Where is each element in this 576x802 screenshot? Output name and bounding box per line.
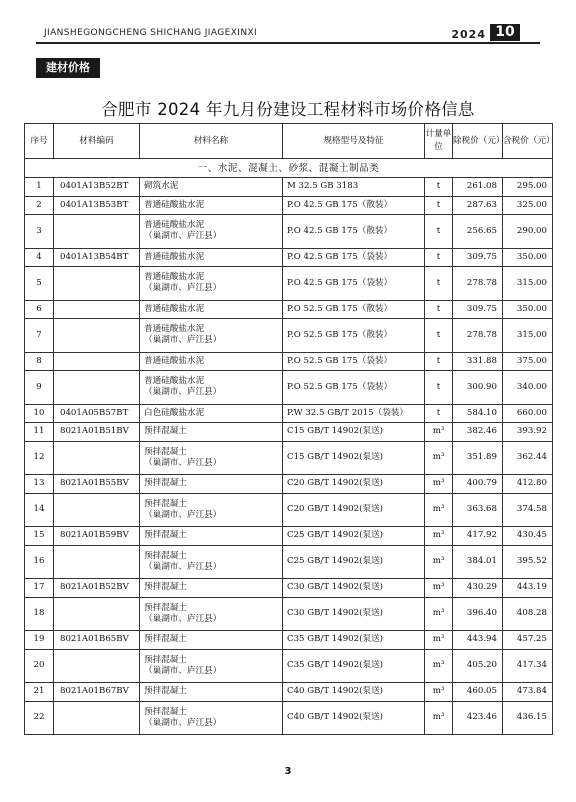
table-row xyxy=(25,701,553,735)
material-name-text: 普通硅酸盐水泥 xyxy=(144,199,205,210)
price-in-tax: 457.25 xyxy=(503,631,553,650)
material-spec: P.O 42.5 GB 175（袋装） xyxy=(283,248,425,267)
material-name-text: 预拌混凝土 xyxy=(144,686,187,697)
table-row xyxy=(25,493,553,527)
row-number: 11 xyxy=(25,423,54,442)
material-spec: P.W 32.5 GB/T 2015（袋装） xyxy=(283,404,425,423)
material-spec: C20 GB/T 14902(泵送) xyxy=(283,475,425,494)
price-in-tax: 315.00 xyxy=(503,267,553,301)
material-name-text: 普通硅酸盐水泥 xyxy=(144,272,205,283)
header-name: 材料名称 xyxy=(140,124,283,159)
header-price-ex-tax: 除税价（元） xyxy=(453,124,503,159)
material-spec: P.O 52.5 GB 175（散装） xyxy=(283,319,425,353)
material-code xyxy=(54,597,140,631)
material-name xyxy=(140,248,283,267)
row-number: 9 xyxy=(25,371,54,405)
table-row xyxy=(25,196,553,215)
price-in-tax: 443.19 xyxy=(503,579,553,598)
unit: m³ xyxy=(425,579,453,598)
unit: t xyxy=(425,319,453,353)
price-ex-tax: 351.89 xyxy=(453,441,503,475)
price-in-tax: 315.00 xyxy=(503,319,553,353)
material-region-text: （巢湖市、庐江县） xyxy=(144,283,222,294)
material-code xyxy=(54,267,140,301)
unit: t xyxy=(425,267,453,301)
material-region-text: （巢湖市、庐江县） xyxy=(144,561,222,572)
price-in-tax: 408.28 xyxy=(503,597,553,631)
price-ex-tax: 417.92 xyxy=(453,527,503,546)
unit: m³ xyxy=(425,649,453,683)
material-code xyxy=(54,441,140,475)
unit: m³ xyxy=(425,475,453,494)
material-name xyxy=(140,527,283,546)
material-code: 8021A01B67BV xyxy=(54,683,140,702)
price-in-tax: 350.00 xyxy=(503,248,553,267)
table-row xyxy=(25,597,553,631)
row-number: 13 xyxy=(25,475,54,494)
row-number: 1 xyxy=(25,178,54,197)
price-ex-tax: 405.20 xyxy=(453,649,503,683)
material-name-text: 砌筑水泥 xyxy=(144,181,179,192)
row-number: 15 xyxy=(25,527,54,546)
price-ex-tax: 382.46 xyxy=(453,423,503,442)
issue-number-badge: 10 xyxy=(490,24,520,41)
material-name xyxy=(140,579,283,598)
material-name-text: 普通硅酸盐水泥 xyxy=(144,220,205,231)
material-spec: P.O 42.5 GB 175（散装） xyxy=(283,215,425,249)
row-number: 8 xyxy=(25,352,54,371)
price-in-tax: 375.00 xyxy=(503,352,553,371)
table-row xyxy=(25,352,553,371)
unit: m³ xyxy=(425,527,453,546)
material-name-text: 预拌混凝土 xyxy=(144,634,187,645)
table-row xyxy=(25,319,553,353)
table-row xyxy=(25,404,553,423)
header-unit: 计量单位 xyxy=(425,124,453,159)
table-row xyxy=(25,371,553,405)
price-in-tax: 436.15 xyxy=(503,701,553,735)
material-name xyxy=(140,597,283,631)
table-header-row xyxy=(25,124,553,159)
price-ex-tax: 584.10 xyxy=(453,404,503,423)
row-number: 16 xyxy=(25,545,54,579)
unit: t xyxy=(425,215,453,249)
material-name xyxy=(140,319,283,353)
material-name-text: 白色硅酸盐水泥 xyxy=(144,407,205,418)
row-number: 2 xyxy=(25,196,54,215)
price-ex-tax: 287.63 xyxy=(453,196,503,215)
material-name-text: 预拌混凝土 xyxy=(144,706,187,717)
material-name xyxy=(140,649,283,683)
table-row xyxy=(25,267,553,301)
material-name xyxy=(140,441,283,475)
material-spec: C40 GB/T 14902(泵送) xyxy=(283,701,425,735)
price-in-tax: 325.00 xyxy=(503,196,553,215)
material-name xyxy=(140,701,283,735)
price-in-tax: 295.00 xyxy=(503,178,553,197)
material-code xyxy=(54,701,140,735)
material-code xyxy=(54,649,140,683)
material-name xyxy=(140,215,283,249)
table-row xyxy=(25,215,553,249)
material-name-text: 预拌混凝土 xyxy=(144,550,187,561)
material-name-text: 预拌混凝土 xyxy=(144,446,187,457)
material-spec: C35 GB/T 14902(泵送) xyxy=(283,649,425,683)
price-ex-tax: 400.79 xyxy=(453,475,503,494)
table-row xyxy=(25,423,553,442)
row-number: 17 xyxy=(25,579,54,598)
unit: m³ xyxy=(425,631,453,650)
header-price-in-tax: 含税价（元） xyxy=(503,124,553,159)
material-code: 0401A13B52BT xyxy=(54,178,140,197)
material-name xyxy=(140,196,283,215)
material-region-text: （巢湖市、庐江县） xyxy=(144,665,222,676)
row-number: 18 xyxy=(25,597,54,631)
material-name-text: 普通硅酸盐水泥 xyxy=(144,355,205,366)
unit: t xyxy=(425,371,453,405)
page-number: 3 xyxy=(284,766,292,777)
unit: t xyxy=(425,300,453,319)
table-row xyxy=(25,527,553,546)
material-code: 8021A01B52BV xyxy=(54,579,140,598)
table-row xyxy=(25,475,553,494)
price-in-tax: 660.00 xyxy=(503,404,553,423)
table-row xyxy=(25,649,553,683)
price-table xyxy=(24,123,553,735)
row-number: 21 xyxy=(25,683,54,702)
material-name xyxy=(140,545,283,579)
material-spec: C25 GB/T 14902(泵送) xyxy=(283,545,425,579)
material-spec: C35 GB/T 14902(泵送) xyxy=(283,631,425,650)
material-spec: C20 GB/T 14902(泵送) xyxy=(283,493,425,527)
price-ex-tax: 300.90 xyxy=(453,371,503,405)
material-name-text: 预拌混凝土 xyxy=(144,582,187,593)
price-ex-tax: 363.68 xyxy=(453,493,503,527)
material-region-text: （巢湖市、庐江县） xyxy=(144,231,222,242)
unit: m³ xyxy=(425,493,453,527)
material-spec: C30 GB/T 14902(泵送) xyxy=(283,597,425,631)
row-number: 7 xyxy=(25,319,54,353)
material-spec: P.O 42.5 GB 175（散装） xyxy=(283,196,425,215)
running-header xyxy=(36,24,540,44)
row-number: 5 xyxy=(25,267,54,301)
price-ex-tax: 309.75 xyxy=(453,248,503,267)
header-rule xyxy=(36,42,540,44)
material-name xyxy=(140,475,283,494)
table-row xyxy=(25,631,553,650)
price-in-tax: 362.44 xyxy=(503,441,553,475)
material-code: 0401A13B54BT xyxy=(54,248,140,267)
material-name xyxy=(140,404,283,423)
material-spec: C30 GB/T 14902(泵送) xyxy=(283,579,425,598)
material-spec: P.O 42.5 GB 175（袋装） xyxy=(283,267,425,301)
material-name xyxy=(140,178,283,197)
unit: t xyxy=(425,248,453,267)
header-no: 序号 xyxy=(25,124,54,159)
unit: t xyxy=(425,178,453,197)
table-row xyxy=(25,683,553,702)
price-ex-tax: 278.78 xyxy=(453,267,503,301)
material-name-text: 预拌混凝土 xyxy=(144,602,187,613)
unit: m³ xyxy=(425,683,453,702)
material-name-text: 普通硅酸盐水泥 xyxy=(144,251,205,262)
price-in-tax: 430.45 xyxy=(503,527,553,546)
material-name-text: 预拌混凝土 xyxy=(144,426,187,437)
row-number: 22 xyxy=(25,701,54,735)
material-spec: M 32.5 GB 3183 xyxy=(283,178,425,197)
material-code xyxy=(54,545,140,579)
material-region-text: （巢湖市、庐江县） xyxy=(144,613,222,624)
price-ex-tax: 430.29 xyxy=(453,579,503,598)
material-name-text: 普通硅酸盐水泥 xyxy=(144,324,205,335)
price-ex-tax: 460.05 xyxy=(453,683,503,702)
material-code: 0401A13B53BT xyxy=(54,196,140,215)
row-number: 20 xyxy=(25,649,54,683)
price-in-tax: 290.00 xyxy=(503,215,553,249)
material-code xyxy=(54,352,140,371)
price-in-tax: 473.84 xyxy=(503,683,553,702)
material-code xyxy=(54,215,140,249)
unit: m³ xyxy=(425,701,453,735)
row-number: 14 xyxy=(25,493,54,527)
section-heading: 一、水泥、混凝土、砂浆、混凝土制品类 xyxy=(25,159,553,178)
material-name xyxy=(140,683,283,702)
material-spec: C25 GB/T 14902(泵送) xyxy=(283,527,425,546)
material-spec: C15 GB/T 14902(泵送) xyxy=(283,423,425,442)
table-row xyxy=(25,178,553,197)
table-row xyxy=(25,579,553,598)
price-ex-tax: 443.94 xyxy=(453,631,503,650)
material-name-text: 预拌混凝土 xyxy=(144,498,187,509)
material-region-text: （巢湖市、庐江县） xyxy=(144,717,222,728)
category-tag: 建材价格 xyxy=(36,58,100,78)
price-ex-tax: 309.75 xyxy=(453,300,503,319)
price-in-tax: 417.34 xyxy=(503,649,553,683)
unit: m³ xyxy=(425,545,453,579)
price-ex-tax: 278.78 xyxy=(453,319,503,353)
material-region-text: （巢湖市、庐江县） xyxy=(144,509,222,520)
price-ex-tax: 384.01 xyxy=(453,545,503,579)
row-number: 19 xyxy=(25,631,54,650)
price-in-tax: 412.80 xyxy=(503,475,553,494)
material-name xyxy=(140,300,283,319)
material-name xyxy=(140,423,283,442)
price-in-tax: 374.58 xyxy=(503,493,553,527)
unit: t xyxy=(425,196,453,215)
material-code: 8021A01B65BV xyxy=(54,631,140,650)
material-spec: P.O 52.5 GB 175（袋装） xyxy=(283,371,425,405)
unit: m³ xyxy=(425,423,453,442)
row-number: 12 xyxy=(25,441,54,475)
material-name xyxy=(140,631,283,650)
material-code: 8021A01B55BV xyxy=(54,475,140,494)
material-code xyxy=(54,493,140,527)
table-row xyxy=(25,441,553,475)
price-ex-tax: 261.08 xyxy=(453,178,503,197)
material-spec: C40 GB/T 14902(泵送) xyxy=(283,683,425,702)
table-row xyxy=(25,300,553,319)
material-code: 8021A01B51BV xyxy=(54,423,140,442)
unit: t xyxy=(425,352,453,371)
material-spec: P.O 52.5 GB 175（散装） xyxy=(283,300,425,319)
unit: t xyxy=(425,404,453,423)
material-code: 8021A01B59BV xyxy=(54,527,140,546)
header-code: 材料编码 xyxy=(54,124,140,159)
running-title: JIANSHEGONGCHENG SHICHANG JIAGEXINXI xyxy=(44,28,258,38)
material-name-text: 普通硅酸盐水泥 xyxy=(144,303,205,314)
material-name-text: 预拌混凝土 xyxy=(144,478,187,489)
row-number: 3 xyxy=(25,215,54,249)
price-ex-tax: 256.65 xyxy=(453,215,503,249)
section-row xyxy=(25,159,553,178)
price-in-tax: 393.92 xyxy=(503,423,553,442)
price-in-tax: 350.00 xyxy=(503,300,553,319)
price-ex-tax: 396.40 xyxy=(453,597,503,631)
issue-year: 2024 xyxy=(451,28,486,41)
header-spec: 规格型号及特征 xyxy=(283,124,425,159)
material-name xyxy=(140,267,283,301)
material-region-text: （巢湖市、庐江县） xyxy=(144,335,222,346)
material-spec: P.O 52.5 GB 175（袋装） xyxy=(283,352,425,371)
material-region-text: （巢湖市、庐江县） xyxy=(144,457,222,468)
material-name-text: 预拌混凝土 xyxy=(144,530,187,541)
material-region-text: （巢湖市、庐江县） xyxy=(144,387,222,398)
row-number: 6 xyxy=(25,300,54,319)
row-number: 10 xyxy=(25,404,54,423)
material-name xyxy=(140,352,283,371)
material-spec: C15 GB/T 14902(泵送) xyxy=(283,441,425,475)
material-name xyxy=(140,493,283,527)
material-code xyxy=(54,300,140,319)
material-code xyxy=(54,371,140,405)
table-row xyxy=(25,248,553,267)
material-name-text: 预拌混凝土 xyxy=(144,654,187,665)
price-in-tax: 395.52 xyxy=(503,545,553,579)
material-code xyxy=(54,319,140,353)
row-number: 4 xyxy=(25,248,54,267)
table-row xyxy=(25,545,553,579)
material-name xyxy=(140,371,283,405)
unit: m³ xyxy=(425,441,453,475)
price-ex-tax: 331.88 xyxy=(453,352,503,371)
material-code: 0401A05B57BT xyxy=(54,404,140,423)
price-in-tax: 340.00 xyxy=(503,371,553,405)
page-title: 合肥市 2024 年九月份建设工程材料市场价格信息 xyxy=(101,100,475,119)
material-name-text: 普通硅酸盐水泥 xyxy=(144,376,205,387)
price-ex-tax: 423.46 xyxy=(453,701,503,735)
unit: m³ xyxy=(425,597,453,631)
